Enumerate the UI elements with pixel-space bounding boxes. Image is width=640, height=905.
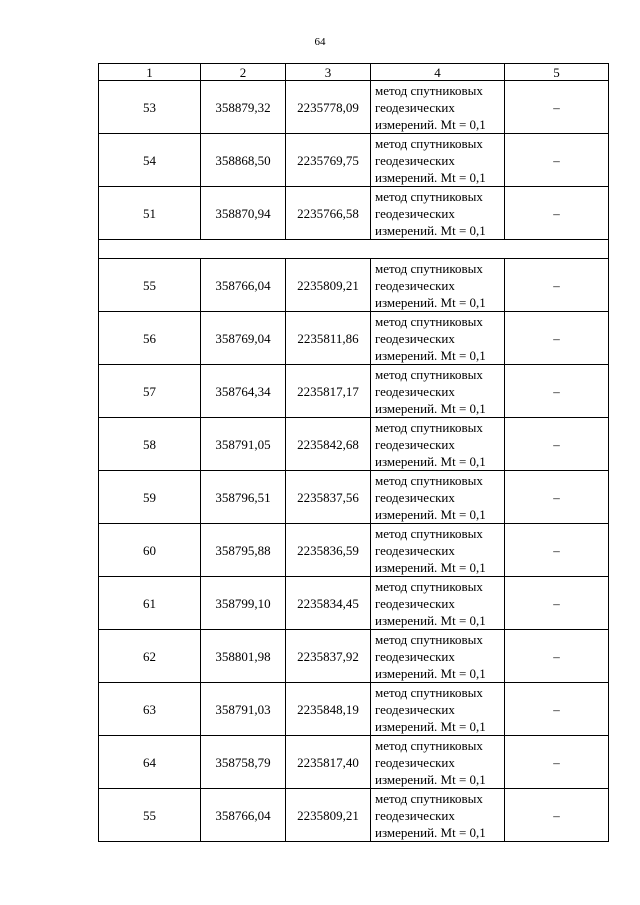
note-cell: – <box>505 365 609 418</box>
coord-y: 2235848,19 <box>286 683 371 736</box>
method-text: метод спутниковых геодезических измерений. Mt = 0,1 <box>375 631 486 681</box>
group-separator-row <box>99 240 609 259</box>
header-col-2: 2 <box>201 64 286 81</box>
header-col-4: 4 <box>371 64 505 81</box>
page-number: 64 <box>314 36 326 48</box>
coord-y: 2235766,58 <box>286 187 371 240</box>
table-row <box>99 312 609 365</box>
point-number: 61 <box>99 577 201 630</box>
coord-x: 358801,98 <box>201 630 286 683</box>
point-number: 60 <box>99 524 201 577</box>
table-row <box>99 736 609 789</box>
table-row <box>99 418 609 471</box>
coord-y: 2235836,59 <box>286 524 371 577</box>
method-cell <box>371 418 505 471</box>
method-cell <box>371 683 505 736</box>
coord-x: 358795,88 <box>201 524 286 577</box>
coord-x: 358879,32 <box>201 81 286 134</box>
note-cell: – <box>505 736 609 789</box>
point-number: 51 <box>99 187 201 240</box>
table-row <box>99 471 609 524</box>
table-row <box>99 577 609 630</box>
coord-y: 2235809,21 <box>286 789 371 842</box>
coord-x: 358764,34 <box>201 365 286 418</box>
header-col-5: 5 <box>505 64 609 81</box>
table-row <box>99 630 609 683</box>
coord-y: 2235817,40 <box>286 736 371 789</box>
coord-x: 358769,04 <box>201 312 286 365</box>
note-cell: – <box>505 418 609 471</box>
method-cell <box>371 524 505 577</box>
method-text: метод спутниковых геодезических измерений. Mt = 0,1 <box>375 188 486 238</box>
method-text: метод спутниковых геодезических измерений. Mt = 0,1 <box>375 82 486 132</box>
coord-x: 358758,79 <box>201 736 286 789</box>
table-row <box>99 683 609 736</box>
method-cell <box>371 365 505 418</box>
coord-x: 358766,04 <box>201 789 286 842</box>
point-number: 57 <box>99 365 201 418</box>
table-row <box>99 134 609 187</box>
table-header-row <box>99 64 609 81</box>
method-cell <box>371 577 505 630</box>
coord-x: 358791,05 <box>201 418 286 471</box>
coord-x: 358870,94 <box>201 187 286 240</box>
note-cell: – <box>505 789 609 842</box>
table-row <box>99 789 609 842</box>
coord-y: 2235837,56 <box>286 471 371 524</box>
method-cell <box>371 259 505 312</box>
coord-x: 358799,10 <box>201 577 286 630</box>
method-cell <box>371 471 505 524</box>
method-cell <box>371 736 505 789</box>
coord-y: 2235842,68 <box>286 418 371 471</box>
method-cell <box>371 789 505 842</box>
point-number: 53 <box>99 81 201 134</box>
method-cell <box>371 187 505 240</box>
method-cell <box>371 312 505 365</box>
method-cell <box>371 134 505 187</box>
coord-x: 358796,51 <box>201 471 286 524</box>
point-number: 54 <box>99 134 201 187</box>
method-cell <box>371 81 505 134</box>
note-cell: – <box>505 471 609 524</box>
coord-y: 2235837,92 <box>286 630 371 683</box>
header-col-1: 1 <box>99 64 201 81</box>
note-cell: – <box>505 630 609 683</box>
note-cell: – <box>505 524 609 577</box>
group-separator-cell <box>99 240 609 259</box>
method-text: метод спутниковых геодезических измерений. Mt = 0,1 <box>375 737 486 787</box>
coord-y: 2235778,09 <box>286 81 371 134</box>
coord-y: 2235817,17 <box>286 365 371 418</box>
coord-y: 2235811,86 <box>286 312 371 365</box>
method-text: метод спутниковых геодезических измерений. Mt = 0,1 <box>375 135 486 185</box>
method-text: метод спутниковых геодезических измерений. Mt = 0,1 <box>375 525 486 575</box>
method-text: метод спутниковых геодезических измерений. Mt = 0,1 <box>375 313 486 363</box>
note-cell: – <box>505 683 609 736</box>
table-row <box>99 81 609 134</box>
header-col-3: 3 <box>286 64 371 81</box>
note-cell: – <box>505 187 609 240</box>
coordinates-table <box>98 63 609 842</box>
method-text: метод спутниковых геодезических измерений. Mt = 0,1 <box>375 790 486 840</box>
method-text: метод спутниковых геодезических измерений. Mt = 0,1 <box>375 578 486 628</box>
table-row <box>99 187 609 240</box>
note-cell: – <box>505 259 609 312</box>
method-text: метод спутниковых геодезических измерений. Mt = 0,1 <box>375 260 486 310</box>
point-number: 59 <box>99 471 201 524</box>
method-text: метод спутниковых геодезических измерений. Mt = 0,1 <box>375 419 486 469</box>
point-number: 63 <box>99 683 201 736</box>
point-number: 62 <box>99 630 201 683</box>
note-cell: – <box>505 312 609 365</box>
note-cell: – <box>505 134 609 187</box>
coord-y: 2235834,45 <box>286 577 371 630</box>
point-number: 55 <box>99 259 201 312</box>
table-row <box>99 524 609 577</box>
point-number: 56 <box>99 312 201 365</box>
note-cell: – <box>505 577 609 630</box>
point-number: 58 <box>99 418 201 471</box>
method-text: метод спутниковых геодезических измерений. Mt = 0,1 <box>375 472 486 522</box>
method-cell <box>371 630 505 683</box>
coord-x: 358791,03 <box>201 683 286 736</box>
table-row <box>99 365 609 418</box>
method-text: метод спутниковых геодезических измерений. Mt = 0,1 <box>375 366 486 416</box>
point-number: 55 <box>99 789 201 842</box>
point-number: 64 <box>99 736 201 789</box>
coord-x: 358766,04 <box>201 259 286 312</box>
note-cell: – <box>505 81 609 134</box>
table-row <box>99 259 609 312</box>
coord-y: 2235809,21 <box>286 259 371 312</box>
coord-x: 358868,50 <box>201 134 286 187</box>
coord-y: 2235769,75 <box>286 134 371 187</box>
method-text: метод спутниковых геодезических измерений. Mt = 0,1 <box>375 684 486 734</box>
